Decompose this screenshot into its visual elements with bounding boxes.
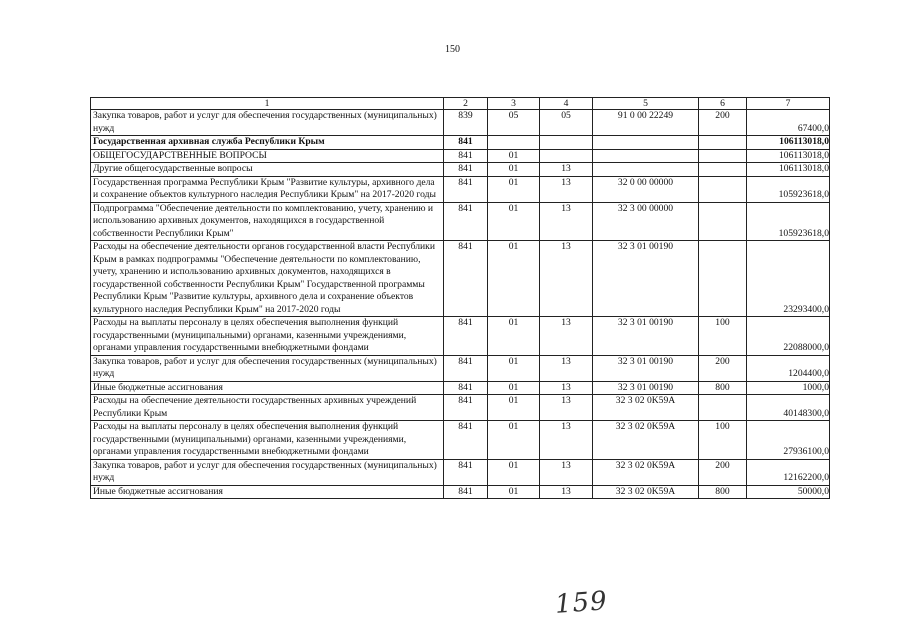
row-amount: 105923618,0 — [747, 202, 830, 241]
row-name: Иные бюджетные ассигнования — [91, 485, 444, 499]
row-code-subsection — [540, 149, 593, 163]
column-header: 3 — [488, 98, 540, 110]
row-code-expense-type — [699, 136, 747, 150]
row-code-section: 01 — [488, 395, 540, 421]
row-name: Расходы на обеспечение деятельности органов государственной власти Республики Крым в рамках подпрограммы "Обеспечение деятельности по комплектованию, учету, хранению и использованию архивных документов, находящихся в государственной собственности Республики Крым" Государственной программы Республики Крым "Развитие культуры, архивного дела и сохранение объектов культурного наследия Республики Крым" на 2017-2020 годы — [91, 241, 444, 317]
row-code-target — [593, 136, 699, 150]
row-amount: 40148300,0 — [747, 395, 830, 421]
row-name: Закупка товаров, работ и услуг для обеспечения государственных (муниципальных) нужд — [91, 110, 444, 136]
row-code-target — [593, 149, 699, 163]
row-code-section: 01 — [488, 202, 540, 241]
row-name: Закупка товаров, работ и услуг для обеспечения государственных (муниципальных) нужд — [91, 459, 444, 485]
row-code-expense-type — [699, 395, 747, 421]
table-row — [91, 395, 830, 421]
column-header: 5 — [593, 98, 699, 110]
row-code-target: 32 3 00 00000 — [593, 202, 699, 241]
row-code-target: 32 3 02 0K59A — [593, 485, 699, 499]
row-code-section: 01 — [488, 149, 540, 163]
row-amount: 50000,0 — [747, 485, 830, 499]
row-code-chapter: 841 — [444, 395, 488, 421]
row-amount: 1204400,0 — [747, 355, 830, 381]
row-code-expense-type: 100 — [699, 421, 747, 460]
column-header: 4 — [540, 98, 593, 110]
budget-table — [90, 97, 830, 499]
table-row — [91, 241, 830, 317]
row-code-subsection: 13 — [540, 355, 593, 381]
row-code-subsection: 13 — [540, 176, 593, 202]
row-code-expense-type — [699, 241, 747, 317]
row-code-target: 32 3 01 00190 — [593, 381, 699, 395]
table-row — [91, 176, 830, 202]
row-amount: 27936100,0 — [747, 421, 830, 460]
table-row — [91, 381, 830, 395]
table-row — [91, 110, 830, 136]
row-code-chapter: 841 — [444, 136, 488, 150]
row-code-subsection — [540, 136, 593, 150]
row-code-expense-type: 100 — [699, 317, 747, 356]
row-code-chapter: 841 — [444, 202, 488, 241]
row-code-subsection: 13 — [540, 459, 593, 485]
row-code-chapter: 841 — [444, 485, 488, 499]
row-amount: 105923618,0 — [747, 176, 830, 202]
row-code-section: 01 — [488, 381, 540, 395]
table-row — [91, 485, 830, 499]
table-row — [91, 421, 830, 460]
row-code-chapter: 841 — [444, 163, 488, 177]
row-amount: 106113018,0 — [747, 136, 830, 150]
row-code-subsection: 13 — [540, 241, 593, 317]
header-row — [91, 98, 830, 110]
page-number: 150 — [445, 44, 460, 55]
row-code-target: 32 3 01 00190 — [593, 317, 699, 356]
table-row — [91, 202, 830, 241]
row-code-chapter: 841 — [444, 355, 488, 381]
row-name: Расходы на обеспечение деятельности государственных архивных учреждений Республики Крым — [91, 395, 444, 421]
row-code-expense-type — [699, 149, 747, 163]
row-code-chapter: 841 — [444, 317, 488, 356]
row-code-chapter: 841 — [444, 381, 488, 395]
row-code-subsection: 13 — [540, 395, 593, 421]
column-header: 2 — [444, 98, 488, 110]
table-row — [91, 459, 830, 485]
row-name: ОБЩЕГОСУДАРСТВЕННЫЕ ВОПРОСЫ — [91, 149, 444, 163]
row-code-target: 32 3 01 00190 — [593, 241, 699, 317]
table-body — [91, 110, 830, 499]
row-name: Другие общегосударственные вопросы — [91, 163, 444, 177]
row-code-expense-type: 800 — [699, 485, 747, 499]
row-code-target: 32 0 00 00000 — [593, 176, 699, 202]
row-code-subsection: 13 — [540, 163, 593, 177]
row-amount: 22088000,0 — [747, 317, 830, 356]
row-code-target: 32 3 02 0K59A — [593, 395, 699, 421]
row-code-target: 32 3 02 0K59A — [593, 421, 699, 460]
row-code-section — [488, 136, 540, 150]
row-code-expense-type: 800 — [699, 381, 747, 395]
row-code-chapter: 841 — [444, 421, 488, 460]
row-code-expense-type: 200 — [699, 459, 747, 485]
row-name: Подпрограмма "Обеспечение деятельности по комплектованию, учету, хранению и использованию архивных документов, находящихся в государственной собственности Республики Крым" — [91, 202, 444, 241]
row-code-section: 01 — [488, 176, 540, 202]
row-amount: 1000,0 — [747, 381, 830, 395]
handwritten-page-number: 159 — [554, 586, 609, 620]
row-code-subsection: 13 — [540, 421, 593, 460]
row-code-section: 05 — [488, 110, 540, 136]
row-name: Расходы на выплаты персоналу в целях обеспечения выполнения функций государственными (муниципальными) органами, казенными учреждениями, органами управления государственными внебюджетными фондами — [91, 317, 444, 356]
row-code-expense-type — [699, 202, 747, 241]
row-code-subsection: 13 — [540, 381, 593, 395]
row-code-target: 32 3 01 00190 — [593, 355, 699, 381]
row-code-chapter: 841 — [444, 241, 488, 317]
table-row — [91, 163, 830, 177]
row-amount: 67400,0 — [747, 110, 830, 136]
row-code-section: 01 — [488, 163, 540, 177]
row-code-section: 01 — [488, 355, 540, 381]
table-row — [91, 136, 830, 150]
column-header: 6 — [699, 98, 747, 110]
row-code-subsection: 13 — [540, 317, 593, 356]
row-name: Расходы на выплаты персоналу в целях обеспечения выполнения функций государственными (муниципальными) органами, казенными учреждениями, органами управления государственными внебюджетными фондами — [91, 421, 444, 460]
table-row — [91, 149, 830, 163]
row-code-subsection: 13 — [540, 485, 593, 499]
row-code-expense-type — [699, 163, 747, 177]
row-code-subsection: 13 — [540, 202, 593, 241]
row-name: Иные бюджетные ассигнования — [91, 381, 444, 395]
row-code-chapter: 839 — [444, 110, 488, 136]
row-code-expense-type — [699, 176, 747, 202]
row-code-section: 01 — [488, 317, 540, 356]
row-code-chapter: 841 — [444, 149, 488, 163]
row-code-target: 91 0 00 22249 — [593, 110, 699, 136]
row-code-section: 01 — [488, 241, 540, 317]
table-row — [91, 355, 830, 381]
row-code-section: 01 — [488, 485, 540, 499]
row-code-expense-type: 200 — [699, 355, 747, 381]
row-code-section: 01 — [488, 421, 540, 460]
row-code-chapter: 841 — [444, 459, 488, 485]
row-amount: 23293400,0 — [747, 241, 830, 317]
row-code-section: 01 — [488, 459, 540, 485]
row-code-target — [593, 163, 699, 177]
column-header: 7 — [747, 98, 830, 110]
table-row — [91, 317, 830, 356]
row-name: Закупка товаров, работ и услуг для обеспечения государственных (муниципальных) нужд — [91, 355, 444, 381]
row-amount: 106113018,0 — [747, 149, 830, 163]
column-header: 1 — [91, 98, 444, 110]
row-amount: 12162200,0 — [747, 459, 830, 485]
row-name: Государственная архивная служба Республики Крым — [91, 136, 444, 150]
row-code-chapter: 841 — [444, 176, 488, 202]
row-code-expense-type: 200 — [699, 110, 747, 136]
row-amount: 106113018,0 — [747, 163, 830, 177]
row-name: Государственная программа Республики Крым "Развитие культуры, архивного дела и сохранение объектов культурного наследия Республики Крым" на 2017-2020 годы — [91, 176, 444, 202]
row-code-target: 32 3 02 0K59A — [593, 459, 699, 485]
row-code-subsection: 05 — [540, 110, 593, 136]
